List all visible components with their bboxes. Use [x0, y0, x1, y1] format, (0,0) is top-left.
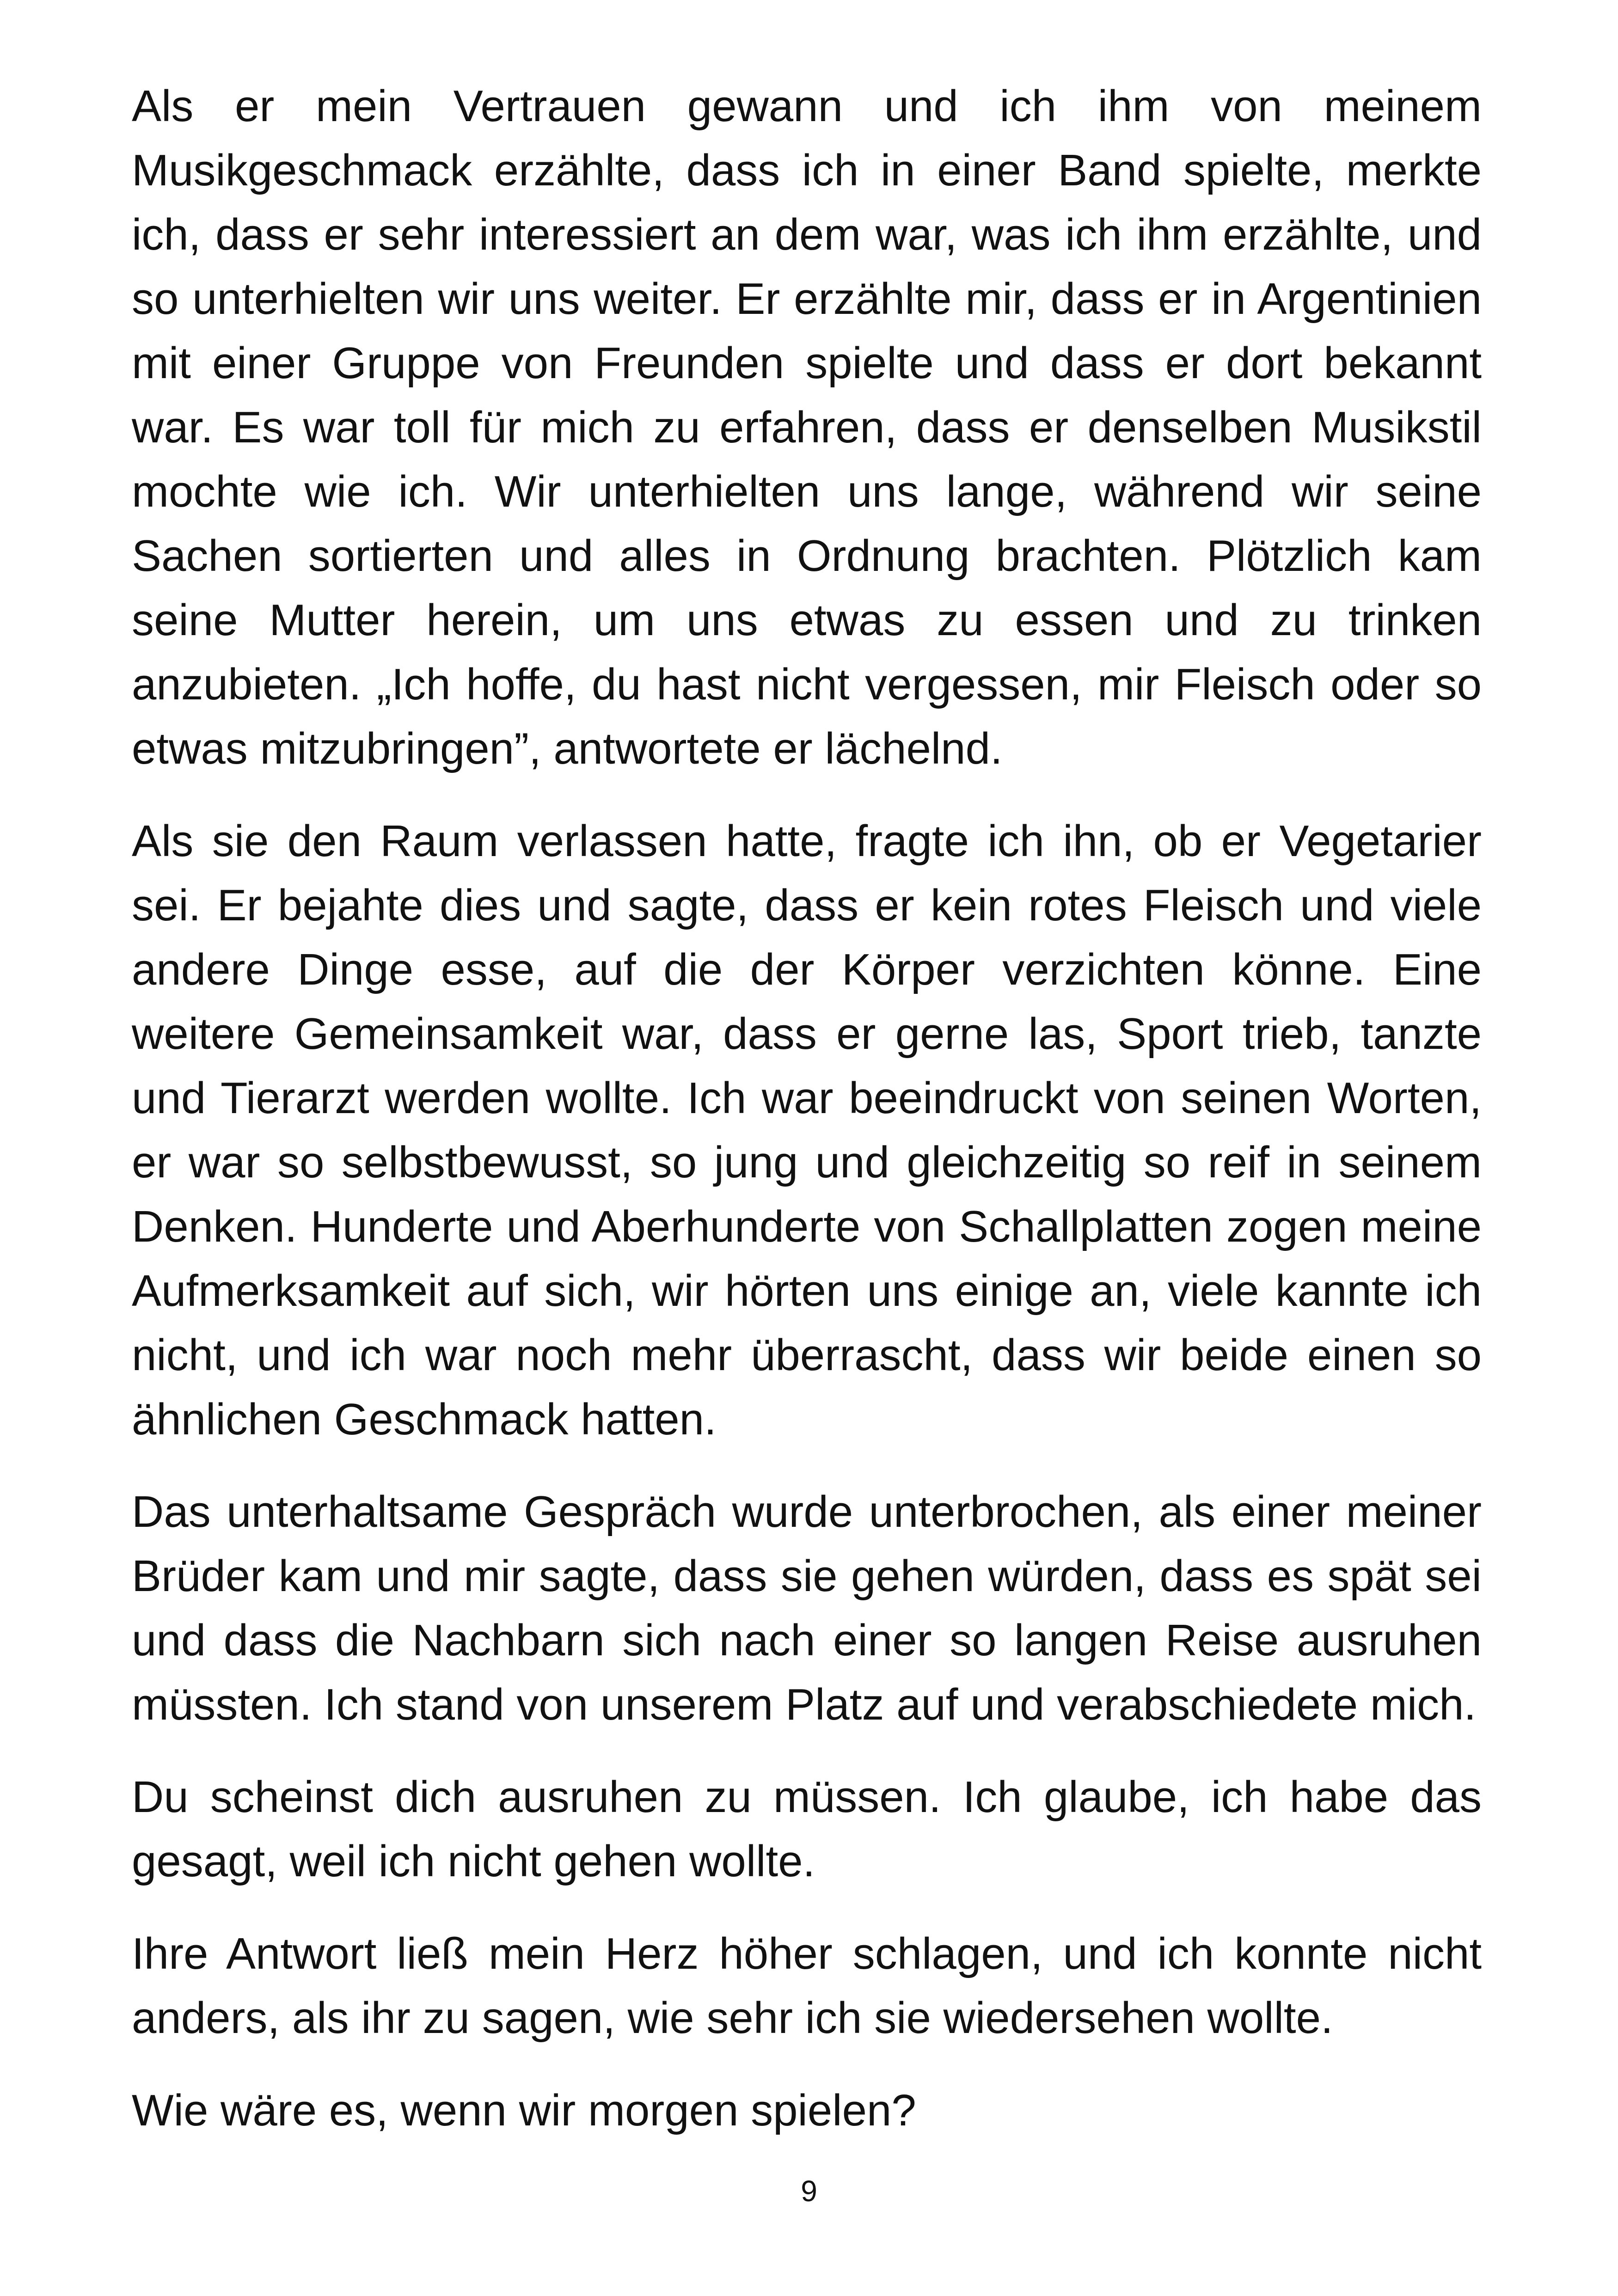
paragraph: Wie wäre es, wenn wir morgen spielen? — [132, 2086, 916, 2135]
paragraph: Das unterhaltsame Gespräch wurde unterbrochen, als einer meiner Brüder kam und mir sagte, dass sie gehen würden, dass es spät sei und dass die Nachbarn sich nach einer so langen Reise ausruhen müssten. Ich stand von unserem Platz auf und verabschiedete mich. — [132, 1487, 1482, 1729]
paragraph: Ihre Antwort ließ mein Herz höher schlagen, und ich konnte nicht anders, als ihr zu sagen, wie sehr ich sie wiedersehen wollte. — [132, 1929, 1482, 2043]
page-number: 9 — [801, 2174, 817, 2208]
paragraph: Als sie den Raum verlassen hatte, fragte ich ihn, ob er Vegetarier sei. Er bejahte dies und sagte, dass er kein rotes Fleisch und viele andere Dinge esse, auf die der Körper verzichten könne. Eine weitere Gemeinsamkeit war, dass er gerne las, Sport trieb, tanzte und Tierarzt werden wollte. Ich war beeindruckt von seinen Worten, er war so selbstbewusst, so jung und gleichzeitig so reif in seinem Denken. Hunderte und Aberhunderte von Schallplatten zogen meine Aufmerksamkeit auf sich, wir hörten uns einige an, viele kannte ich nicht, und ich war noch mehr überrascht, dass wir beide einen so ähnlichen Geschmack hatten. — [132, 816, 1482, 1444]
body-text — [132, 74, 1482, 2171]
paragraph: Als er mein Vertrauen gewann und ich ihm von meinem Musikgeschmack erzählte, dass ich in einer Band spielte, merkte ich, dass er sehr interessiert an dem war, was ich ihm erzählte, und so unterhielten wir uns weiter. Er erzählte mir, dass er in Argentinien mit einer Gruppe von Freunden spielte und dass er dort bekannt war. Es war toll für mich zu erfahren, dass er denselben Musikstil mochte wie ich. Wir unterhielten uns lange, während wir seine Sachen sortierten und alles in Ordnung brachten. Plötzlich kam seine Mutter herein, um uns etwas zu essen und zu trinken anzubieten. „Ich hoffe, du hast nicht vergessen, mir Fleisch oder so etwas mitzubringen”, antwortete er lächelnd. — [132, 81, 1482, 773]
paragraph: Du scheinst dich ausruhen zu müssen. Ich glaube, ich habe das gesagt, weil ich nicht gehen wollte. — [132, 1772, 1482, 1886]
